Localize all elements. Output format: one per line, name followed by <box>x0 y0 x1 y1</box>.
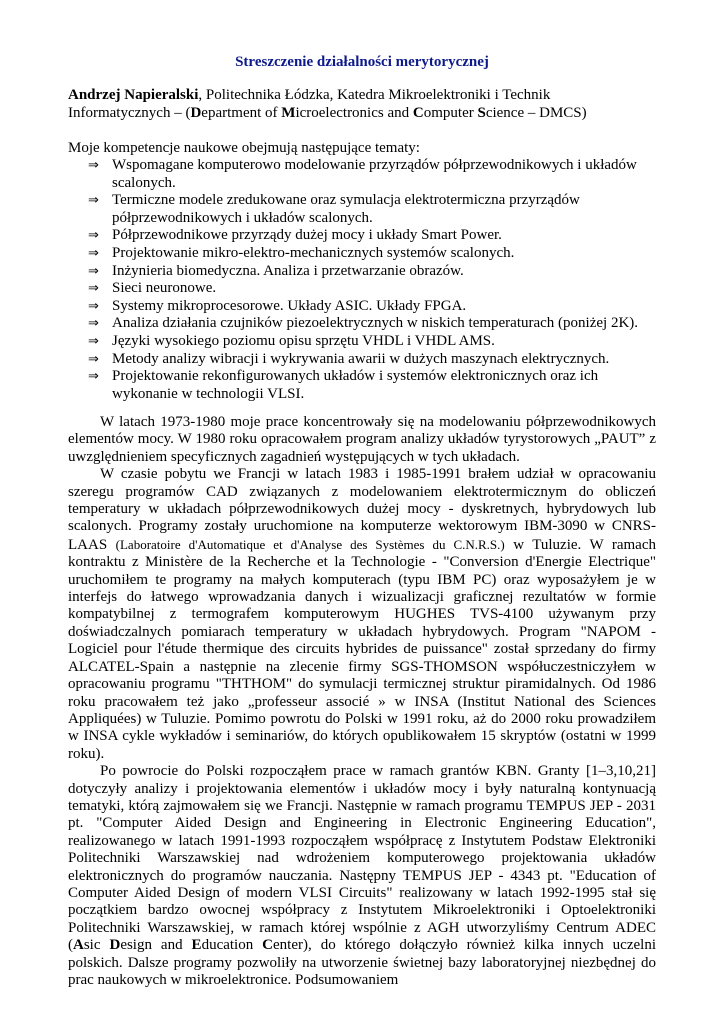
arrow-icon: ⇒ <box>88 316 99 332</box>
paragraph-1973-1980: W latach 1973-1980 moje prace koncentrowały się na modelowaniu półprzewodnikowych elementów mocy. W 1980 roku opracowałem program analizy układów tyrystorowych „PAUT” z uwzględnieniem specyficznych zagadnień występujących w tych układach. <box>68 414 656 465</box>
paragraph-france: W czasie pobytu we Francji w latach 1983 i 1985-1991 brałem udział w opracowaniu szeregu programów CAD związanych z modelowaniem elektrotermicznym do obliczeń temperatury w układach półprzewodnikowych dużej mocy - dyskretnych, hybrydowych lub scalonych. Programy zostały uruchomione na komputerze wektorowym IBM-3090 w CNRS-LAAS (Laboratoire d'Automatique et d'Analyse des Systèmes du C.N.R.S.) w Tuluzie. W ramach kontraktu z Ministère de la Recherche et la Technologie - "Conversion d'Energie Electrique" uruchomiłem te programy na małych komputerach (typu IBM PC) oraz wyposażyłem je w interfejs do łatwego wprowadzania danych i wizualizacji graficznej rezultatów w formie kompatybilnej z termografem komputerowym HUGHES TVS-4100 używanym przy doświadczalnych pomiarach temperatury w układach hybrydowych. Program "NAPOM - Logiciel pour l'étude thermique des circuits hybrides de puissance" został sprzedany do firmy ALCATEL-Spain a następnie na zlecenie firmy SGS-THOMSON współuczestniczyłem w opracowaniu programu "THTHOM" do symulacji termicznej struktur piramidalnych. Od 1986 roku pracowałem też jako „professeur associé » w INSA (Institut National des Sciences Appliquées) w Tuluzie. Pomimo powrotu do Polski w 1991 roku, aż do 2000 roku prowadziłem w INSA cykle wykładów i seminariów, do których opublikowałem 15 skryptów (ostatni w 1999 roku). <box>68 466 656 762</box>
list-item: ⇒ Metody analizy wibracji i wykrywania awarii w dużych maszynach elektrycznych. <box>88 350 610 367</box>
list-item: ⇒ Projektowanie rekonfigurowanych układów i systemów elektronicznych oraz ich wykonanie w technologii VLSI. <box>88 368 599 402</box>
paragraph-poland: Po powrocie do Polski rozpocząłem prace w ramach grantów KBN. Granty [1–3,10,21] dotyczyły analizy i projektowania elementów i układów mocy i były naturalną kontynuacją tematyki, którą zajmowałem się we Francji. Następnie w ramach programu TEMPUS JEP - 2031 pt. "Computer Aided Design and Engineering in Electronic Engineering Education", realizowanego w latach 1991-1993 rozpocząłem współpracę z Instytutem Podstaw Elektroniki Politechniki Warszawskiej nad wdrożeniem komputerowego projektowania układów elektronicznych do programów nauczania. Następny TEMPUS JEP - 4343 pt. "Education of Computer Aided Design of modern VLSI Circuits" realizowany w latach 1992-1995 stał się początkiem bardzo owocnej współpracy z Instytutem Mikroelektroniki i Optoelektroniki Politechniki Warszawskiej, w ramach której wspólnie z AGH utworzyliśmy Centrum ADEC (Asic Design and Education Center), do którego dołączyło również kilka innych uczelni polskich. Dalsze programy pozwoliły na utworzenie świetnej bazy laboratoryjnej niezbędnej do prac naukowych w mikroelektronice. Podsumowaniem <box>68 763 656 988</box>
page-title: Streszczenie działalności merytorycznej <box>235 54 489 70</box>
author-affiliation: Andrzej Napieralski, Politechnika Łódzka, Katedra Mikroelektroniki i Technik Informatycznych – (Department of Microelectronics and Computer Science – DMCS) <box>68 87 587 121</box>
list-item: ⇒ Języki wysokiego poziomu opisu sprzętu VHDL i VHDL AMS. <box>88 332 495 349</box>
author-name: Andrzej Napieralski <box>68 87 199 103</box>
arrow-icon: ⇒ <box>88 193 99 209</box>
arrow-icon: ⇒ <box>88 333 99 349</box>
arrow-icon: ⇒ <box>88 245 99 261</box>
arrow-icon: ⇒ <box>88 281 99 297</box>
list-item: ⇒ Sieci neuronowe. <box>88 280 217 297</box>
list-item: ⇒ Wspomagane komputerowo modelowanie przyrządów półprzewodnikowych i układów scalonych. <box>88 157 637 191</box>
arrow-icon: ⇒ <box>88 228 99 244</box>
arrow-icon: ⇒ <box>88 298 99 314</box>
list-item: ⇒ Termiczne modele zredukowane oraz symulacja elektrotermiczna przyrządów półprzewodnikowych i układów scalonych. <box>88 192 580 226</box>
arrow-icon: ⇒ <box>88 263 99 279</box>
arrow-icon: ⇒ <box>88 158 99 173</box>
arrow-icon: ⇒ <box>88 369 99 385</box>
competencies-list <box>88 157 656 403</box>
list-item: ⇒ Półprzewodnikowe przyrządy dużej mocy i układy Smart Power. <box>88 227 502 244</box>
arrow-icon: ⇒ <box>88 351 99 367</box>
list-item: ⇒ Projektowanie mikro-elektro-mechanicznych systemów scalonych. <box>88 244 515 261</box>
list-item: ⇒ Analiza działania czujników piezoelektrycznych w niskich temperaturach (poniżej 2K). <box>88 315 639 332</box>
body-text <box>68 414 656 989</box>
list-item: ⇒ Inżynieria biomedyczna. Analiza i przetwarzanie obrazów. <box>88 262 464 279</box>
list-item: ⇒ Systemy mikroprocesorowe. Układy ASIC. Układy FPGA. <box>88 297 467 314</box>
competencies-intro: Moje kompetencje naukowe obejmują następujące tematy: <box>68 140 420 156</box>
